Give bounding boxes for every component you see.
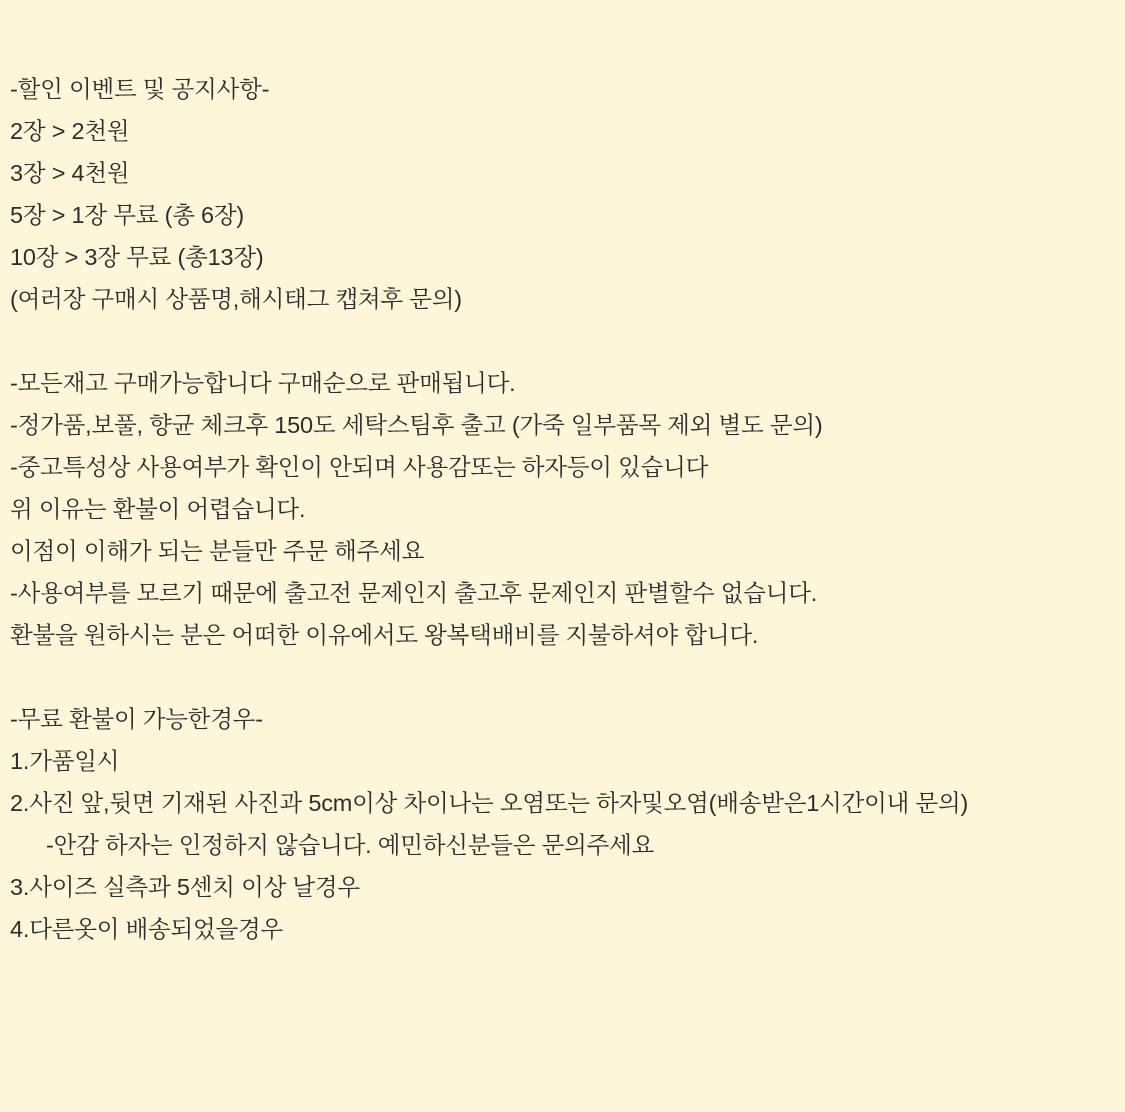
stock-line-undetermined-issue: -사용여부를 모르기 때문에 출고전 문제인지 출고후 문제인지 판별할수 없습니다. [10,580,818,606]
discount-event-heading: -할인 이벤트 및 공지사항- [10,76,270,102]
stock-condition-section [10,362,1125,656]
free-refund-heading: -무료 환불이 가능한경우- [10,706,263,732]
discount-line-10sheets: 10장 > 3장 무료 (총13장) [10,244,264,270]
free-refund-case-1: 1.가품일시 [10,748,120,774]
section-spacer-2 [10,656,1125,698]
discount-line-bulk-inquiry: (여러장 구매시 상품명,해시태그 캡쳐후 문의) [10,286,462,312]
free-refund-case-3: 3.사이즈 실측과 5센치 이상 날경우 [10,874,360,900]
free-refund-case-2: 2.사진 앞,뒷면 기재된 사진과 5cm이상 차이나는 오염또는 하자및오염(배송받은1시간이내 문의) [10,790,969,816]
stock-line-order-understanding: 이점이 이해가 되는 분들만 주문 해주세요 [10,538,425,564]
free-refund-case-2-note: -안감 하자는 인정하지 않습니다. 예민하신분들은 문의주세요 [46,832,655,858]
discount-event-section [10,68,1125,320]
free-refund-section [10,698,1125,950]
stock-line-used-condition: -중고특성상 사용여부가 확인이 안되며 사용감또는 하자등이 있습니다 [10,454,709,480]
discount-line-2sheets: 2장 > 2천원 [10,118,130,144]
stock-line-availability: -모든재고 구매가능합니다 구매순으로 판매됩니다. [10,370,516,396]
discount-line-5sheets: 5장 > 1장 무료 (총 6장) [10,202,245,228]
free-refund-case-4: 4.다른옷이 배송되었을경우 [10,916,284,942]
section-spacer-1 [10,320,1125,362]
stock-line-no-refund-reason: 위 이유는 환불이 어렵습니다. [10,496,306,522]
stock-line-authenticity-check: -정가품,보풀, 향균 체크후 150도 세탁스팀후 출고 (가죽 일부품목 제외 별도 문의) [10,412,823,438]
stock-line-shipping-fee: 환불을 원하시는 분은 어떠한 이유에서도 왕복택배비를 지불하셔야 합니다. [10,622,759,648]
discount-line-3sheets: 3장 > 4천원 [10,160,130,186]
